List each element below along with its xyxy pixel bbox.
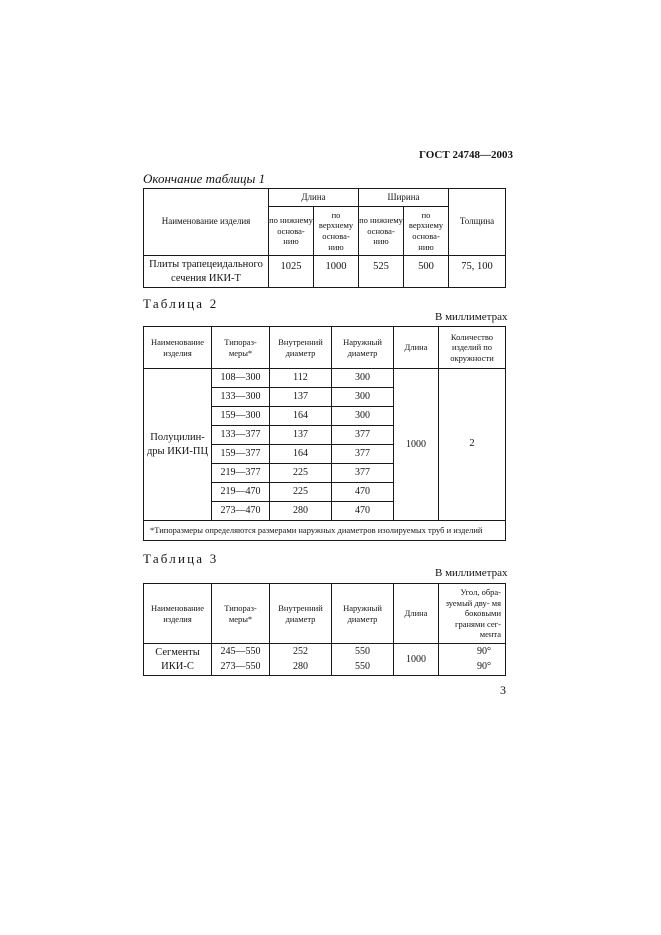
t2-inner: 164 — [270, 445, 332, 464]
t2-size: 108—300 — [212, 369, 270, 388]
t2-header-inner: Внутренний диаметр — [270, 327, 332, 369]
table1-caption: Окончание таблицы 1 — [143, 171, 266, 186]
t3-inner: 280 — [270, 660, 332, 676]
table2-unit: В миллиметрах — [435, 311, 508, 323]
t1-sub-length-upper: по верхнему основа- нию — [314, 207, 359, 256]
t1-wid-upper: 500 — [404, 256, 449, 288]
standard-number: ГОСТ 24748—2003 — [419, 149, 513, 161]
table3-caption: Таблица 3 — [143, 551, 219, 566]
t1-header-width: Ширина — [359, 189, 449, 207]
t1-thickness: 75, 100 — [449, 256, 506, 288]
t1-header-length: Длина — [269, 189, 359, 207]
t2-outer: 377 — [332, 445, 394, 464]
t3-outer: 550 — [332, 660, 394, 676]
t2-header-size: Типораз- меры* — [212, 327, 270, 369]
t2-size: 133—300 — [212, 388, 270, 407]
t2-outer: 470 — [332, 502, 394, 521]
t2-footnote: *Типоразмеры определяются размерами наружных диаметров изолируемых труб и изделий — [144, 521, 506, 541]
t1-sub-length-lower: по нижнему основа- нию — [269, 207, 314, 256]
t2-inner: 164 — [270, 407, 332, 426]
t1-header-name: Наименование изделия — [144, 189, 269, 256]
t3-header-angle: Угол, обра- зуемый дву- мя боковыми гранями сег- мента — [439, 584, 506, 644]
t3-header-name: Наименование изделия — [144, 584, 212, 644]
t3-angle: 90° — [439, 644, 506, 660]
t2-length: 1000 — [394, 369, 439, 521]
t3-header-size: Типораз- меры* — [212, 584, 270, 644]
t3-header-length: Длина — [394, 584, 439, 644]
t3-header-outer: Наружный диаметр — [332, 584, 394, 644]
t2-outer: 377 — [332, 426, 394, 445]
t3-inner: 252 — [270, 644, 332, 660]
t3-length: 1000 — [394, 644, 439, 676]
t2-inner: 225 — [270, 483, 332, 502]
t2-size: 159—377 — [212, 445, 270, 464]
t3-outer: 550 — [332, 644, 394, 660]
t2-inner: 137 — [270, 388, 332, 407]
table3-unit: В миллиметрах — [435, 567, 508, 579]
t2-product-name: Полуцилин- дры ИКИ-ПЦ — [144, 369, 212, 521]
t2-header-count: Количество изделий по окружности — [439, 327, 506, 369]
t3-header-inner: Внутренний диаметр — [270, 584, 332, 644]
t1-wid-lower: 525 — [359, 256, 404, 288]
t3-size: 273—550 — [212, 660, 270, 676]
page-number: 3 — [500, 683, 506, 697]
t3-size: 245—550 — [212, 644, 270, 660]
t2-size: 219—377 — [212, 464, 270, 483]
t2-inner: 280 — [270, 502, 332, 521]
table2 — [143, 326, 506, 541]
t1-sub-width-upper: по верхнему основа- нию — [404, 207, 449, 256]
table2-caption: Таблица 2 — [143, 296, 219, 311]
t2-outer: 377 — [332, 464, 394, 483]
t2-size: 219—470 — [212, 483, 270, 502]
t2-size: 273—470 — [212, 502, 270, 521]
t2-size: 133—377 — [212, 426, 270, 445]
table1 — [143, 188, 506, 288]
t3-product-name: Сегменты ИКИ-С — [144, 644, 212, 676]
t2-header-length: Длина — [394, 327, 439, 369]
t2-inner: 225 — [270, 464, 332, 483]
t2-size: 159—300 — [212, 407, 270, 426]
t3-angle: 90° — [439, 660, 506, 676]
t2-inner: 137 — [270, 426, 332, 445]
t1-len-upper: 1000 — [314, 256, 359, 288]
t2-header-outer: Наружный диаметр — [332, 327, 394, 369]
t2-outer: 470 — [332, 483, 394, 502]
t1-header-thickness: Толщина — [449, 189, 506, 256]
t2-inner: 112 — [270, 369, 332, 388]
t2-header-name: Наименование изделия — [144, 327, 212, 369]
table3 — [143, 583, 506, 676]
t1-sub-width-lower: по нижнему основа- нию — [359, 207, 404, 256]
t2-count: 2 — [439, 369, 506, 521]
t1-len-lower: 1025 — [269, 256, 314, 288]
t2-outer: 300 — [332, 407, 394, 426]
t2-outer: 300 — [332, 369, 394, 388]
t1-row-name: Плиты трапецеидального сечения ИКИ-Т — [144, 256, 269, 288]
t2-outer: 300 — [332, 388, 394, 407]
